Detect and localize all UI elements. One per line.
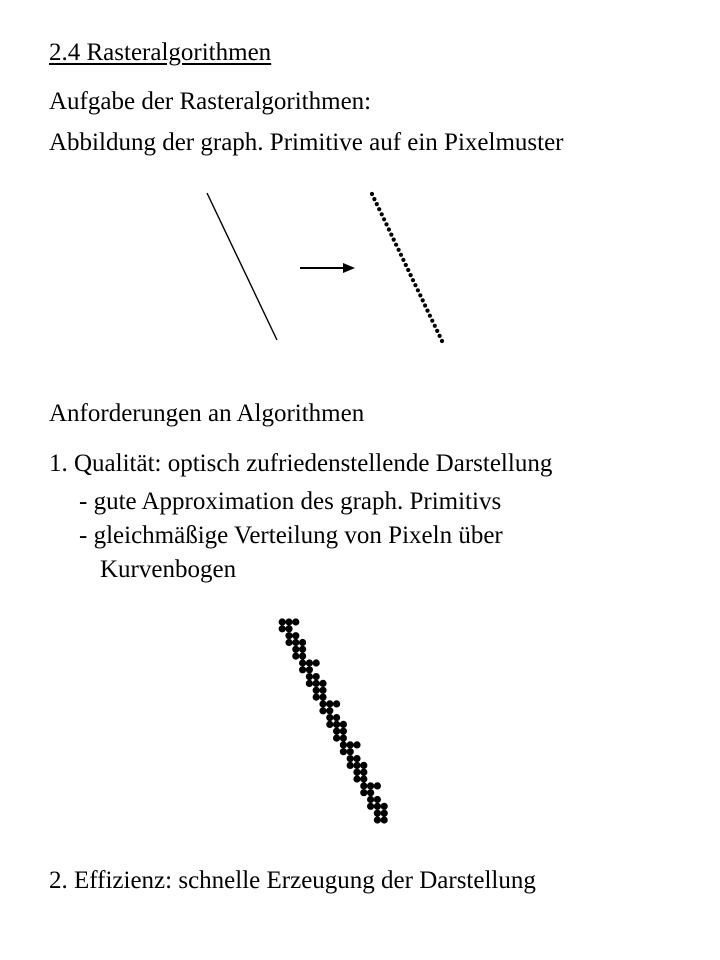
raster-pixel (319, 687, 326, 694)
task-title: Aufgabe der Rasteralgorithmen: (49, 88, 372, 115)
raster-dot (384, 222, 388, 226)
raster-pixel (299, 666, 306, 673)
raster-pixel (353, 755, 360, 762)
raster-pixel (340, 728, 347, 735)
raster-dot (430, 319, 434, 323)
raster-dot (397, 248, 401, 252)
raster-pixel (326, 714, 333, 721)
raster-pixel (347, 762, 354, 769)
raster-pixel (333, 700, 340, 707)
quality-label: 1. Qualität: optisch zufriedenstellende Darstellung (49, 450, 553, 477)
raster-dot (438, 334, 442, 338)
raster-pixel (353, 762, 360, 769)
raster-dot (380, 212, 384, 216)
raster-pixel (347, 741, 354, 748)
raster-pixel (347, 748, 354, 755)
raster-pixel (360, 782, 367, 789)
raster-dot (418, 293, 422, 297)
raster-dot (411, 278, 415, 282)
raster-pixel (306, 666, 313, 673)
raster-pixel (374, 782, 381, 789)
raster-pixel (285, 639, 292, 646)
raster-dot (413, 283, 417, 287)
raster-pixel (292, 653, 299, 660)
section-heading: 2.4 Rasteralgorithmen (49, 39, 272, 66)
raster-dot (440, 339, 444, 343)
raster-pixel (340, 735, 347, 742)
quality-bullet-2: - gleichmäßige Verteilung von Pixeln über (79, 522, 503, 549)
raster-pixel (292, 646, 299, 653)
raster-pixel (367, 782, 374, 789)
raster-pixel (353, 741, 360, 748)
raster-dot (406, 268, 410, 272)
raster-pixel (285, 618, 292, 625)
raster-pixel (306, 673, 313, 680)
quality-bullet-1: - gute Approximation des graph. Primitivs (79, 488, 502, 515)
raster-pixel (326, 721, 333, 728)
raster-dot (387, 227, 391, 231)
raster-pixel (319, 680, 326, 687)
raster-pixel (333, 714, 340, 721)
raster-pixel (326, 707, 333, 714)
raster-dot (423, 303, 427, 307)
raster-pixel (313, 659, 320, 666)
raster-dot (372, 197, 376, 201)
raster-dot (433, 324, 437, 328)
raster-pixel (340, 748, 347, 755)
raster-pixel (292, 632, 299, 639)
raster-pixel (374, 810, 381, 817)
raster-pixel (347, 755, 354, 762)
raster-dot (370, 192, 374, 196)
raster-pixel (313, 687, 320, 694)
raster-pixel (374, 803, 381, 810)
raster-dot (435, 329, 439, 333)
raster-pixel (340, 721, 347, 728)
raster-dot (401, 258, 405, 262)
raster-pixel (374, 816, 381, 823)
requirements-title: Anforderungen an Algorithmen (49, 400, 365, 427)
raster-dot (409, 273, 413, 277)
raster-dot (416, 288, 420, 292)
raster-pixel (319, 707, 326, 714)
raster-pixel (313, 680, 320, 687)
raster-pixel (279, 618, 286, 625)
raster-pixel (299, 639, 306, 646)
raster-dot (421, 298, 425, 302)
raster-pixel (333, 721, 340, 728)
raster-pixel (319, 700, 326, 707)
raster-pixel (367, 789, 374, 796)
raster-pixel (285, 625, 292, 632)
raster-pixel (367, 796, 374, 803)
raster-dot (404, 263, 408, 267)
raster-dot (375, 202, 379, 206)
raster-pixel (340, 741, 347, 748)
raster-dot (382, 217, 386, 221)
efficiency-label: 2. Effizienz: schnelle Erzeugung der Darstellung (49, 867, 536, 894)
raster-pixel (306, 680, 313, 687)
task-description: Abbildung der graph. Primitive auf ein Pixelmuster (49, 129, 564, 156)
raster-pixel (333, 735, 340, 742)
raster-pixel (313, 673, 320, 680)
raster-dot (377, 207, 381, 211)
raster-dot (428, 314, 432, 318)
raster-pixel (360, 769, 367, 776)
raster-pixel (319, 694, 326, 701)
raster-pixel (360, 789, 367, 796)
raster-pixel (279, 625, 286, 632)
raster-pixel (360, 762, 367, 769)
arrow-icon (300, 263, 355, 273)
raster-pixel (333, 728, 340, 735)
raster-pixel (374, 796, 381, 803)
raster-pixel (306, 659, 313, 666)
raster-pixel (299, 646, 306, 653)
raster-pixel (313, 694, 320, 701)
dotted-raster-line (370, 192, 444, 343)
raster-pixel (367, 803, 374, 810)
raster-pixel (292, 639, 299, 646)
raster-dot (389, 233, 393, 237)
raster-pixel (299, 659, 306, 666)
raster-pixel (285, 632, 292, 639)
raster-pixel (360, 775, 367, 782)
raster-dot (425, 309, 429, 313)
quality-bullet-3: Kurvenbogen (100, 556, 237, 583)
raster-dot (394, 243, 398, 247)
continuous-line (207, 193, 277, 340)
raster-pixel (326, 700, 333, 707)
raster-pixel (299, 653, 306, 660)
raster-dot (392, 238, 396, 242)
raster-pixel (381, 803, 388, 810)
raster-pixel (292, 618, 299, 625)
raster-pixel (381, 810, 388, 817)
raster-pixel (353, 775, 360, 782)
raster-dot (399, 253, 403, 257)
raster-pixel (353, 769, 360, 776)
thick-raster-line (279, 618, 388, 823)
raster-pixel (381, 816, 388, 823)
